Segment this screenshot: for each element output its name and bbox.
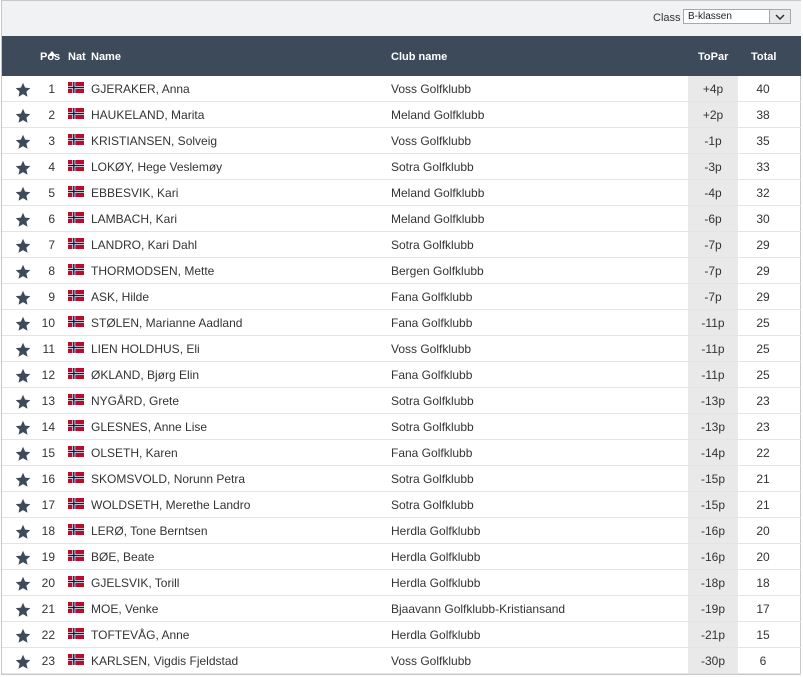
star-icon[interactable] bbox=[15, 524, 31, 540]
topar-value: -18p bbox=[700, 576, 726, 590]
column-header-name[interactable]: Name bbox=[91, 51, 121, 63]
column-header-total[interactable]: Total bbox=[751, 51, 777, 63]
norway-flag-icon bbox=[68, 316, 84, 327]
club-name: Sotra Golfklubb bbox=[391, 498, 474, 512]
star-icon[interactable] bbox=[15, 212, 31, 228]
table-row[interactable] bbox=[2, 440, 801, 466]
star-icon[interactable] bbox=[15, 160, 31, 176]
total-value: 18 bbox=[756, 576, 770, 590]
norway-flag-icon bbox=[68, 420, 84, 431]
club-name: Meland Golfklubb bbox=[391, 212, 485, 226]
table-row[interactable] bbox=[2, 336, 801, 362]
table-row[interactable] bbox=[2, 648, 801, 674]
star-icon[interactable] bbox=[15, 472, 31, 488]
position: 11 bbox=[42, 342, 55, 356]
player-name[interactable]: LAMBACH, Kari bbox=[91, 212, 178, 226]
position: 18 bbox=[41, 524, 55, 538]
position: 9 bbox=[48, 290, 55, 304]
total-value: 23 bbox=[756, 420, 770, 434]
topar-value: -6p bbox=[704, 212, 722, 226]
table-row[interactable] bbox=[2, 284, 801, 310]
position: 5 bbox=[48, 186, 55, 200]
table-row[interactable] bbox=[2, 258, 801, 284]
column-header-nat[interactable]: Nat bbox=[68, 51, 86, 63]
star-icon[interactable] bbox=[15, 290, 31, 306]
position: 15 bbox=[41, 446, 55, 460]
table-row[interactable] bbox=[2, 232, 801, 258]
table-row[interactable] bbox=[2, 518, 801, 544]
norway-flag-icon bbox=[68, 264, 84, 275]
table-row[interactable] bbox=[2, 544, 801, 570]
position: 22 bbox=[41, 628, 55, 642]
player-name[interactable]: KARLSEN, Vigdis Fjeldstad bbox=[91, 654, 239, 668]
club-name: Voss Golfklubb bbox=[391, 342, 472, 356]
norway-flag-icon bbox=[68, 342, 84, 353]
player-name[interactable]: GJELSVIK, Torill bbox=[91, 576, 180, 590]
table-row[interactable] bbox=[2, 154, 801, 180]
norway-flag-icon bbox=[68, 550, 84, 561]
star-icon[interactable] bbox=[15, 342, 31, 358]
club-name: Herdla Golfklubb bbox=[391, 524, 481, 538]
topar-value: -15p bbox=[700, 472, 726, 486]
norway-flag-icon bbox=[68, 82, 84, 93]
club-name: Fana Golfklubb bbox=[391, 316, 473, 330]
topar-value: -30p bbox=[700, 654, 726, 668]
table-row[interactable] bbox=[2, 596, 801, 622]
position: 1 bbox=[48, 82, 55, 96]
player-name[interactable]: THORMODSEN, Mette bbox=[91, 264, 215, 278]
player-name[interactable]: LIEN HOLDHUS, Eli bbox=[91, 342, 200, 356]
player-name[interactable]: EBBESVIK, Kari bbox=[91, 186, 179, 200]
table-header bbox=[2, 36, 801, 76]
table-row[interactable] bbox=[2, 180, 801, 206]
star-icon[interactable] bbox=[15, 238, 31, 254]
topar-value: -11p bbox=[701, 342, 725, 356]
topar-value: -16p bbox=[700, 524, 726, 538]
sort-ascending-icon bbox=[48, 51, 56, 56]
total-value: 21 bbox=[756, 472, 770, 486]
club-name: Voss Golfklubb bbox=[391, 82, 472, 96]
total-value: 32 bbox=[756, 186, 770, 200]
star-icon[interactable] bbox=[15, 550, 31, 566]
star-icon[interactable] bbox=[15, 368, 31, 384]
star-icon[interactable] bbox=[15, 108, 31, 124]
total-value: 33 bbox=[756, 160, 770, 174]
position: 13 bbox=[41, 394, 55, 408]
total-value: 25 bbox=[756, 316, 770, 330]
club-name: Fana Golfklubb bbox=[391, 290, 473, 304]
star-icon[interactable] bbox=[15, 498, 31, 514]
position: 2 bbox=[48, 108, 55, 122]
topar-value: -4p bbox=[704, 186, 722, 200]
table-row[interactable] bbox=[2, 206, 801, 232]
player-name[interactable]: WOLDSETH, Merethe Landro bbox=[91, 498, 251, 512]
star-icon[interactable] bbox=[15, 602, 31, 618]
norway-flag-icon bbox=[68, 134, 84, 145]
total-value: 29 bbox=[756, 290, 770, 304]
player-name[interactable]: BØE, Beate bbox=[91, 550, 155, 564]
table-row[interactable] bbox=[2, 388, 801, 414]
club-name: Sotra Golfklubb bbox=[391, 160, 474, 174]
table-row[interactable] bbox=[2, 310, 801, 336]
player-name[interactable]: GJERAKER, Anna bbox=[91, 82, 190, 96]
norway-flag-icon bbox=[68, 654, 84, 665]
total-value: 38 bbox=[756, 108, 770, 122]
position: 21 bbox=[41, 602, 55, 616]
class-select-value: B-klassen bbox=[688, 11, 732, 22]
position: 16 bbox=[41, 472, 55, 486]
star-icon[interactable] bbox=[15, 654, 31, 670]
topar-value: -11p bbox=[701, 316, 725, 330]
total-value: 20 bbox=[756, 550, 770, 564]
position: 7 bbox=[48, 238, 55, 252]
star-icon[interactable] bbox=[15, 628, 31, 644]
total-value: 15 bbox=[756, 628, 770, 642]
position: 6 bbox=[48, 212, 55, 226]
position: 12 bbox=[41, 368, 55, 382]
player-name[interactable]: KRISTIANSEN, Solveig bbox=[91, 134, 218, 148]
total-value: 25 bbox=[756, 342, 770, 356]
club-name: Meland Golfklubb bbox=[391, 186, 485, 200]
club-name: Herdla Golfklubb bbox=[391, 550, 481, 564]
position: 8 bbox=[48, 264, 55, 278]
club-name: Herdla Golfklubb bbox=[391, 628, 481, 642]
club-name: Bergen Golfklubb bbox=[391, 264, 484, 278]
norway-flag-icon bbox=[68, 290, 84, 301]
total-value: 29 bbox=[756, 264, 770, 278]
table-row[interactable] bbox=[2, 128, 801, 154]
table-row[interactable] bbox=[2, 492, 801, 518]
topar-value: -13p bbox=[700, 394, 726, 408]
position: 19 bbox=[41, 550, 55, 564]
total-value: 17 bbox=[756, 602, 770, 616]
norway-flag-icon bbox=[68, 394, 84, 405]
club-name: Meland Golfklubb bbox=[391, 108, 485, 122]
club-name: Herdla Golfklubb bbox=[391, 576, 481, 590]
position: 3 bbox=[48, 134, 55, 148]
position: 4 bbox=[48, 160, 55, 174]
total-value: 21 bbox=[756, 498, 770, 512]
player-name[interactable]: LOKØY, Hege Veslemøy bbox=[91, 160, 223, 174]
star-icon[interactable] bbox=[15, 316, 31, 332]
column-header-pos[interactable]: Pos bbox=[40, 51, 61, 63]
norway-flag-icon bbox=[68, 524, 84, 535]
table-row[interactable] bbox=[2, 102, 801, 128]
club-name: Sotra Golfklubb bbox=[391, 238, 474, 252]
norway-flag-icon bbox=[68, 472, 84, 483]
star-icon[interactable] bbox=[15, 576, 31, 592]
class-label: Class bbox=[653, 12, 681, 24]
club-name: Sotra Golfklubb bbox=[391, 420, 474, 434]
star-icon[interactable] bbox=[15, 446, 31, 462]
norway-flag-icon bbox=[68, 238, 84, 249]
star-icon[interactable] bbox=[15, 394, 31, 410]
table-row[interactable] bbox=[2, 466, 801, 492]
position: 23 bbox=[41, 654, 55, 668]
club-name: Voss Golfklubb bbox=[391, 654, 472, 668]
star-icon[interactable] bbox=[15, 134, 31, 150]
column-header-club[interactable]: Club name bbox=[391, 51, 448, 63]
norway-flag-icon bbox=[68, 160, 84, 171]
player-name[interactable]: STØLEN, Marianne Aadland bbox=[91, 316, 243, 330]
total-value: 29 bbox=[756, 238, 770, 252]
filter-bar bbox=[2, 1, 801, 36]
norway-flag-icon bbox=[68, 576, 84, 587]
player-name[interactable]: ØKLAND, Bjørg Elin bbox=[91, 368, 200, 382]
player-name[interactable]: LANDRO, Kari Dahl bbox=[91, 238, 198, 252]
player-name[interactable]: MOE, Venke bbox=[91, 602, 159, 616]
table-row[interactable] bbox=[2, 570, 801, 596]
club-name: Bjaavann Golfklubb-Kristiansand bbox=[391, 602, 566, 616]
star-icon[interactable] bbox=[15, 420, 31, 436]
position: 20 bbox=[41, 576, 55, 590]
topar-value: -13p bbox=[700, 420, 726, 434]
star-icon[interactable] bbox=[15, 264, 31, 280]
total-value: 20 bbox=[756, 524, 770, 538]
player-name[interactable]: GLESNES, Anne Lise bbox=[91, 420, 208, 434]
player-name[interactable]: LERØ, Tone Berntsen bbox=[91, 524, 208, 538]
results-table bbox=[2, 76, 801, 674]
player-name[interactable]: HAUKELAND, Marita bbox=[91, 108, 205, 122]
table-row[interactable] bbox=[2, 622, 801, 648]
player-name[interactable]: ASK, Hilde bbox=[91, 290, 150, 304]
table-row[interactable] bbox=[2, 414, 801, 440]
norway-flag-icon bbox=[68, 212, 84, 223]
star-icon[interactable] bbox=[15, 82, 31, 98]
norway-flag-icon bbox=[68, 498, 84, 509]
total-value: 6 bbox=[759, 654, 767, 668]
norway-flag-icon bbox=[68, 186, 84, 197]
class-select[interactable] bbox=[683, 9, 791, 24]
topar-value: -19p bbox=[700, 602, 726, 616]
position: 17 bbox=[41, 498, 55, 512]
topar-value: -7p bbox=[704, 238, 722, 252]
player-name[interactable]: TOFTEVÅG, Anne bbox=[91, 628, 190, 642]
topar-value: -7p bbox=[704, 290, 722, 304]
club-name: Sotra Golfklubb bbox=[391, 394, 474, 408]
topar-value: -1p bbox=[704, 134, 722, 148]
player-name[interactable]: NYGÅRD, Grete bbox=[91, 394, 180, 408]
topar-value: +2p bbox=[702, 108, 724, 122]
club-name: Sotra Golfklubb bbox=[391, 472, 474, 486]
total-value: 35 bbox=[756, 134, 770, 148]
norway-flag-icon bbox=[68, 108, 84, 119]
norway-flag-icon bbox=[68, 628, 84, 639]
topar-value: -21p bbox=[700, 628, 726, 642]
star-icon[interactable] bbox=[15, 186, 31, 202]
club-name: Voss Golfklubb bbox=[391, 134, 472, 148]
total-value: 25 bbox=[756, 368, 770, 382]
table-row[interactable] bbox=[2, 362, 801, 388]
position: 14 bbox=[41, 420, 55, 434]
total-value: 30 bbox=[756, 212, 770, 226]
topar-value: -11p bbox=[701, 368, 725, 382]
norway-flag-icon bbox=[68, 446, 84, 457]
topar-value: +4p bbox=[702, 82, 724, 96]
topar-value: -16p bbox=[700, 550, 726, 564]
norway-flag-icon bbox=[68, 368, 84, 379]
column-header-topar[interactable]: ToPar bbox=[698, 51, 729, 63]
norway-flag-icon bbox=[68, 602, 84, 613]
club-name: Fana Golfklubb bbox=[391, 446, 473, 460]
position: 10 bbox=[41, 316, 55, 330]
total-value: 40 bbox=[756, 82, 770, 96]
topar-value: -3p bbox=[704, 160, 722, 174]
topar-value: -15p bbox=[700, 498, 726, 512]
total-value: 23 bbox=[756, 394, 770, 408]
club-name: Fana Golfklubb bbox=[391, 368, 473, 382]
table-row[interactable] bbox=[2, 76, 801, 102]
total-value: 22 bbox=[756, 446, 770, 460]
topar-value: -7p bbox=[704, 264, 722, 278]
player-name[interactable]: SKOMSVOLD, Norunn Petra bbox=[91, 472, 246, 486]
topar-value: -14p bbox=[700, 446, 726, 460]
chevron-down-icon[interactable] bbox=[769, 10, 790, 23]
player-name[interactable]: OLSETH, Karen bbox=[91, 446, 178, 460]
